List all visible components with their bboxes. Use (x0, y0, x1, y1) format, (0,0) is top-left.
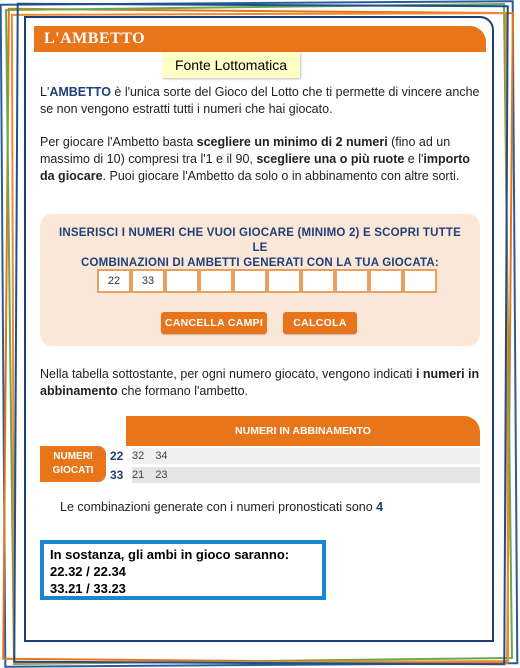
calculate-button[interactable]: CALCOLA (283, 312, 357, 334)
played-number: 33 (110, 468, 124, 482)
pair-value: 23 (155, 469, 168, 481)
source-label: Fonte Lottomatica (162, 52, 300, 78)
table-header: NUMERI IN ABBINAMENTO (126, 416, 480, 446)
number-input-5[interactable] (233, 269, 267, 293)
played-numbers-label: NUMERI GIOCATI (40, 446, 106, 482)
combinations-count-line: Le combinazioni generate con i numeri pronosticati sono 4 (60, 500, 384, 514)
number-input-9[interactable] (369, 269, 403, 293)
played-number: 22 (110, 449, 124, 463)
number-input-2[interactable] (131, 269, 165, 293)
ambetto-panel (24, 16, 494, 642)
summary-box: In sostanza, gli ambi in gioco saranno: 22.32 / 22.34 33.21 / 33.23 (40, 540, 326, 600)
table-intro-paragraph: Nella tabella sottostante, per ogni numero giocato, vengono indicati i numeri in abbinamento che formano l'ambetto. (40, 367, 480, 398)
number-input-1[interactable] (97, 269, 131, 293)
intro-paragraph-2: Per giocare l'Ambetto basta scegliere un minimo di 2 numeri (fino ad un massimo di 10) compresi tra l'1 e il 90, scegliere una o più ruote e l'importo da giocare. Puoi giocare l'Ambetto da solo o in abbinamento con altre sorti. (40, 135, 470, 183)
pair-value: 21 (132, 469, 145, 481)
number-input-10[interactable] (403, 269, 437, 293)
number-input-7[interactable] (301, 269, 335, 293)
number-input-4[interactable] (199, 269, 233, 293)
paired-numbers (132, 467, 480, 483)
cancel-fields-button[interactable]: CANCELLA CAMPI (161, 312, 267, 334)
pair-value: 34 (155, 450, 168, 462)
table-row (106, 467, 480, 483)
number-input-8[interactable] (335, 269, 369, 293)
number-entry-form (40, 214, 480, 346)
form-instruction: INSERISCI I NUMERI CHE VUOI GIOCARE (MINIMO 2) E SCOPRI TUTTE LE COMBINAZIONI DI AMBETTI GENERATI CON LA TUA GIOCATA: (59, 227, 461, 269)
intro-paragraph-1: L'AMBETTO è l'unica sorte del Gioco del Lotto che ti permette di vincere anche se non vengono estratti tutti i numeri che hai giocato. (40, 85, 480, 116)
pair-value: 32 (132, 450, 145, 462)
paired-numbers (132, 448, 480, 464)
combinations-count: 4 (376, 500, 384, 514)
panel-header (34, 26, 486, 52)
page-title: L'AMBETTO (44, 30, 146, 47)
number-input-3[interactable] (165, 269, 199, 293)
table-row (106, 448, 480, 464)
number-input-6[interactable] (267, 269, 301, 293)
